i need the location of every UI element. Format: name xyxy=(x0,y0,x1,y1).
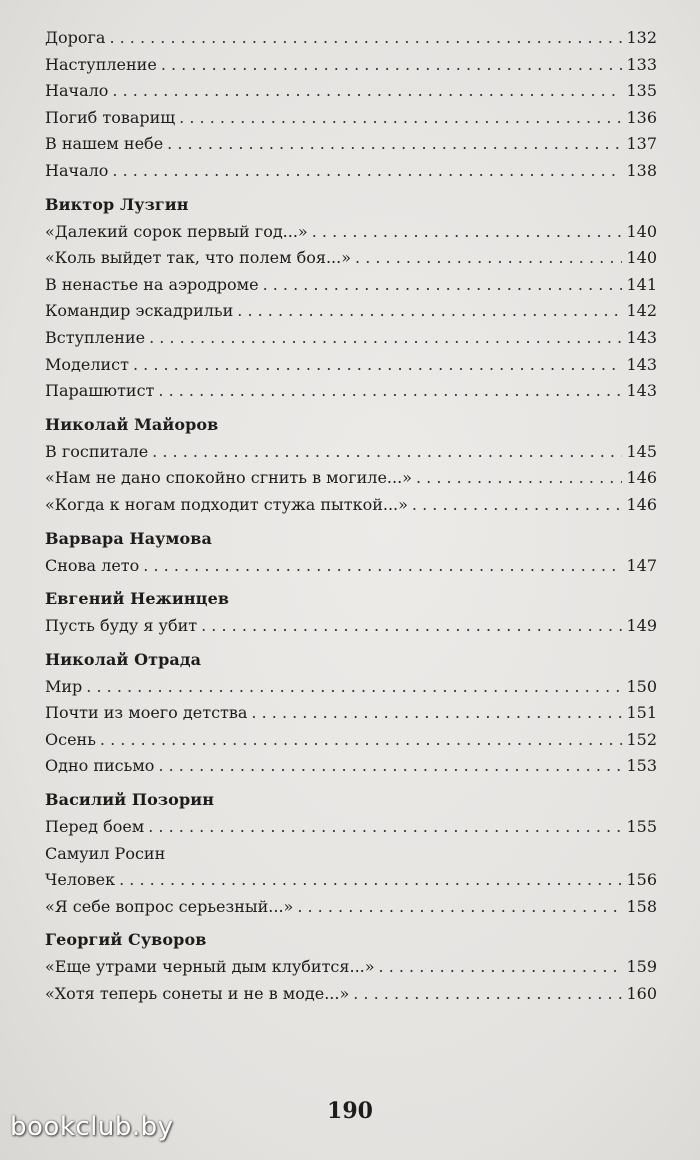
entry-page-number: 135 xyxy=(626,81,657,101)
entry-page-number: 149 xyxy=(626,616,657,636)
entry-page-number: 153 xyxy=(626,756,657,776)
entry-page-number: 160 xyxy=(626,984,657,1004)
toc-entry xyxy=(45,894,657,921)
author-heading: Виктор Лузгин xyxy=(45,194,189,214)
entry-title: Осень xyxy=(45,729,96,749)
author-heading: Георгий Суворов xyxy=(45,930,207,950)
entry-title: «Хотя теперь сонеты и не в моде...» xyxy=(45,984,350,1004)
entry-page-number: 141 xyxy=(626,274,657,294)
entry-title: Наступление xyxy=(45,54,157,74)
dot-leader xyxy=(112,78,622,105)
table-of-contents xyxy=(45,25,657,1008)
entry-page-number: 137 xyxy=(626,134,657,154)
entry-title: Дорога xyxy=(45,28,106,47)
dot-leader xyxy=(112,158,622,185)
toc-entry xyxy=(45,553,657,580)
entry-page-number: 143 xyxy=(626,354,657,374)
entry-page-number: 140 xyxy=(626,221,657,241)
entry-page-number: 146 xyxy=(626,468,657,488)
toc-entry xyxy=(45,814,657,841)
entry-title: Парашютист xyxy=(45,381,155,401)
toc-entry xyxy=(45,298,657,325)
toc-entry xyxy=(45,727,657,754)
entry-page-number: 136 xyxy=(626,107,657,127)
toc-entry xyxy=(45,981,657,1008)
entry-page-number: 145 xyxy=(626,441,657,461)
entry-page-number: 146 xyxy=(626,494,657,514)
dot-leader xyxy=(179,105,622,132)
entry-title: Погиб товарищ xyxy=(45,107,176,127)
entry-page-number: 147 xyxy=(626,555,657,575)
entry-page-number: 143 xyxy=(626,381,657,401)
toc-entry xyxy=(45,245,657,272)
dot-leader xyxy=(379,954,623,981)
toc-entry xyxy=(45,439,657,466)
toc-entry xyxy=(45,219,657,246)
entry-title: В ненастье на аэродроме xyxy=(45,274,259,294)
entry-title: «Я себе вопрос серьезный...» xyxy=(45,896,294,916)
toc-entry xyxy=(45,613,657,640)
dot-leader xyxy=(158,378,622,405)
entry-title: В нашем небе xyxy=(45,134,164,154)
author-heading: Николай Майоров xyxy=(45,414,219,434)
dot-leader xyxy=(251,700,622,727)
entry-title: «Далекий сорок первый год...» xyxy=(45,221,308,241)
toc-entry xyxy=(45,867,657,894)
toc-entry xyxy=(45,841,657,868)
toc-entry xyxy=(45,131,657,158)
toc-entry xyxy=(45,25,657,52)
entry-page-number: 159 xyxy=(626,957,657,977)
toc-entry xyxy=(45,465,657,492)
entry-title: Человек xyxy=(45,870,116,890)
dot-leader xyxy=(412,492,623,519)
watermark: bookclub.by xyxy=(10,1112,174,1142)
entry-page-number: 138 xyxy=(626,160,657,180)
entry-page-number: 133 xyxy=(626,54,657,74)
dot-leader xyxy=(100,727,623,754)
toc-entry xyxy=(45,158,657,185)
author-heading: Василий Позорин xyxy=(45,790,215,810)
dot-leader xyxy=(109,25,622,52)
page-number: 190 xyxy=(327,1098,373,1124)
dot-leader xyxy=(86,674,622,701)
author-heading: Николай Отрада xyxy=(45,649,202,669)
toc-entry xyxy=(45,700,657,727)
entry-title: Почти из моего детства xyxy=(45,703,248,723)
entry-title: Командир эскадрильи xyxy=(45,301,234,321)
dot-leader xyxy=(297,894,622,921)
toc-entry xyxy=(45,492,657,519)
author-heading: Варвара Наумова xyxy=(45,528,212,548)
dot-leader xyxy=(149,325,622,352)
toc-entry xyxy=(45,954,657,981)
dot-leader xyxy=(263,272,623,299)
dot-leader xyxy=(133,352,622,379)
entry-title: В госпитале xyxy=(45,441,149,461)
toc-entry xyxy=(45,78,657,105)
entry-page-number: 132 xyxy=(626,28,657,47)
dot-leader xyxy=(152,439,622,466)
entry-title: Мир xyxy=(45,676,83,696)
dot-leader xyxy=(167,131,622,158)
dot-leader xyxy=(201,613,622,640)
entry-title: Моделист xyxy=(45,354,129,374)
entry-title: «Еще утрами черный дым клубится...» xyxy=(45,957,375,977)
toc-entry xyxy=(45,753,657,780)
toc-entry xyxy=(45,674,657,701)
entry-page-number: 156 xyxy=(626,870,657,890)
dot-leader xyxy=(143,553,622,580)
entry-title: «Коль выйдет так, что полем боя...» xyxy=(45,248,352,268)
toc-entry xyxy=(45,272,657,299)
entry-title: Пусть буду я убит xyxy=(45,616,198,636)
toc-entry xyxy=(45,105,657,132)
entry-page-number: 140 xyxy=(626,248,657,268)
dot-leader xyxy=(148,814,622,841)
entry-page-number: 150 xyxy=(626,676,657,696)
entry-page-number: 155 xyxy=(626,817,657,837)
entry-title: Начало xyxy=(45,81,109,101)
dot-leader xyxy=(158,753,622,780)
dot-leader xyxy=(119,867,622,894)
entry-title: Вступление xyxy=(45,327,146,347)
toc-entry xyxy=(45,52,657,79)
dot-leader xyxy=(312,219,623,246)
dot-leader xyxy=(355,245,622,272)
entry-title: «Нам не дано спокойно сгнить в могиле...» xyxy=(45,468,412,488)
entry-title: «Когда к ногам подходит стужа пыткой...» xyxy=(45,494,408,514)
entry-page-number: 143 xyxy=(626,327,657,347)
author-heading: Евгений Нежинцев xyxy=(45,589,230,609)
entry-title: Начало xyxy=(45,160,109,180)
entry-title: Снова лето xyxy=(45,555,140,575)
dot-leader xyxy=(237,298,622,325)
dot-leader xyxy=(353,981,622,1008)
entry-title: Самуил Росин xyxy=(45,843,166,863)
entry-page-number: 151 xyxy=(626,703,657,723)
entry-page-number: 152 xyxy=(626,729,657,749)
entry-title: Одно письмо xyxy=(45,756,155,776)
toc-entry xyxy=(45,325,657,352)
entry-page-number: 142 xyxy=(626,301,657,321)
toc-entry xyxy=(45,378,657,405)
entry-page-number: 158 xyxy=(626,896,657,916)
dot-leader xyxy=(416,465,622,492)
toc-entry xyxy=(45,352,657,379)
dot-leader xyxy=(161,52,623,79)
entry-title: Перед боем xyxy=(45,817,145,837)
